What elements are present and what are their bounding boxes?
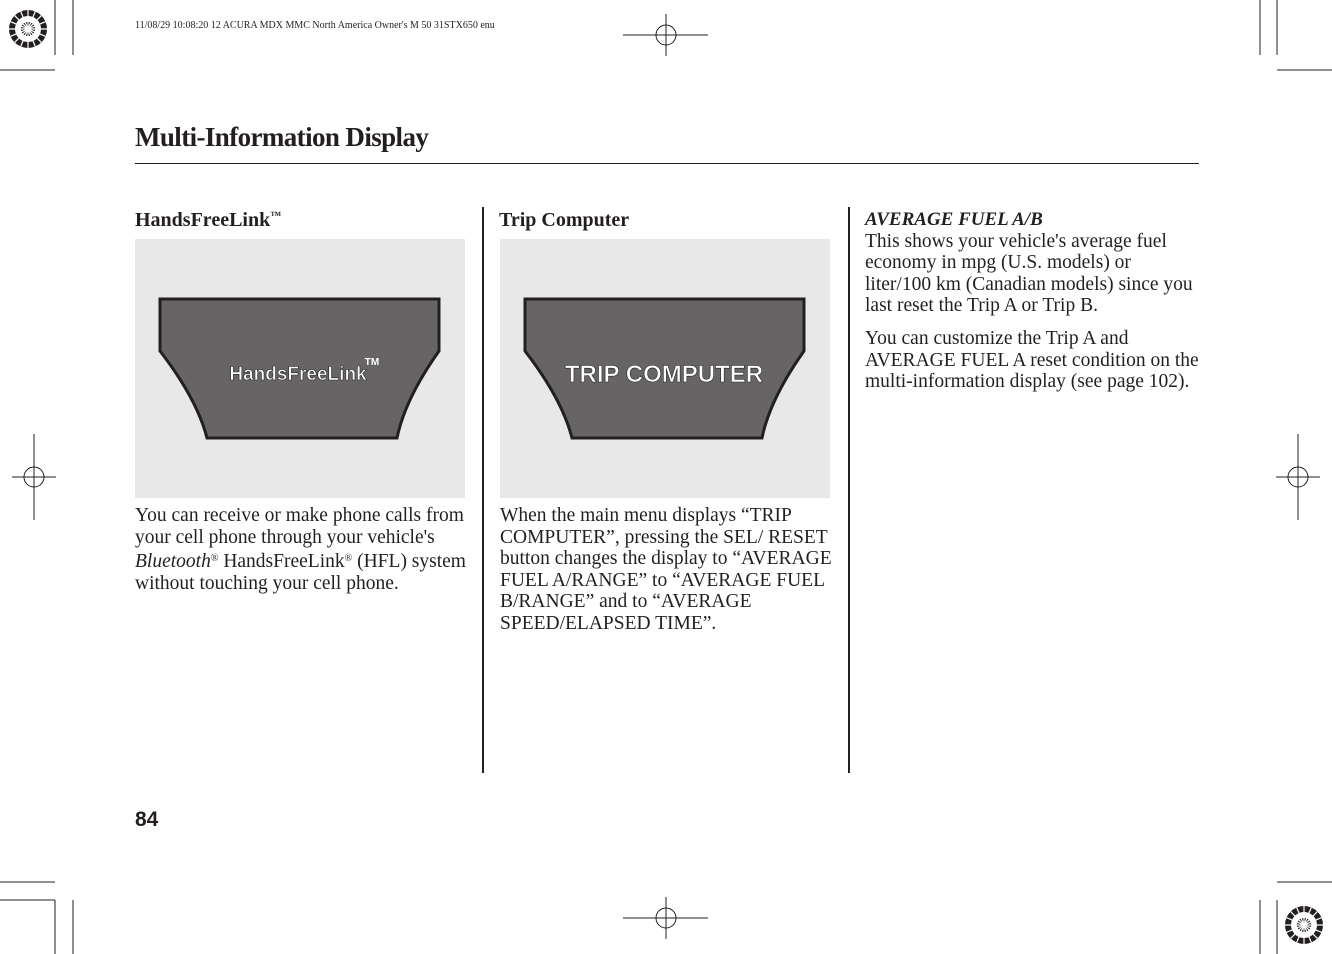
trip-display-screen — [500, 239, 830, 498]
hfl-display-tm: TM — [364, 357, 380, 368]
column-divider-1 — [482, 207, 484, 773]
trip-body-text: When the main menu displays “TRIP COMPUTER”, pressing the SEL/ RESET button changes the display to “AVERAGE FUEL A/RANGE” to “AVERAGE FUEL B/RANGE” and to “AVERAGE SPEED/ELAPSED TIME”. — [500, 505, 832, 634]
hfl-body-reg-2: ® — [344, 553, 353, 565]
hfl-heading-text: HandsFreeLink — [135, 209, 271, 231]
column-divider-2 — [848, 207, 850, 773]
fuel-section — [865, 209, 1201, 404]
hfl-body-bluetooth: Bluetooth — [135, 551, 211, 573]
hfl-heading — [135, 209, 281, 232]
hfl-body-part-1: You can receive or make phone calls from your cell phone through your vehicle's — [135, 505, 464, 548]
hfl-heading-tm: ™ — [270, 210, 282, 222]
trip-body — [500, 505, 836, 646]
hfl-display-illustration — [135, 239, 465, 498]
hfl-body — [135, 505, 471, 605]
trip-display-illustration — [500, 239, 830, 498]
hfl-display-label: HandsFreeLink — [229, 364, 367, 385]
page-number: 84 — [135, 808, 159, 831]
hfl-display-screen — [135, 239, 465, 498]
hfl-body-part-3: (HFL) system without touching your cell phone. — [135, 551, 466, 594]
hfl-body-reg-1: ® — [210, 553, 219, 565]
fuel-paragraph-1: This shows your vehicle's average fuel economy in mpg (U.S. models) or liter/100 km (Canadian models) since you last reset the Trip A or Trip B. — [865, 230, 1193, 317]
page-title: Multi-Information Display — [135, 122, 429, 152]
hfl-body-part-2: HandsFreeLink — [218, 551, 345, 573]
print-slug-line: 11/08/29 10:08:20 12 ACURA MDX MMC North America Owner's M 50 31STX650 enu — [135, 20, 495, 31]
fuel-paragraph-2: You can customize the Trip A and AVERAGE FUEL A reset condition on the multi-information display (see page 102). — [865, 327, 1199, 393]
trip-display-label: TRIP COMPUTER — [564, 361, 764, 388]
trip-heading: Trip Computer — [499, 209, 630, 231]
fuel-heading: AVERAGE FUEL A/B — [865, 209, 1043, 230]
title-underline — [135, 163, 1199, 164]
